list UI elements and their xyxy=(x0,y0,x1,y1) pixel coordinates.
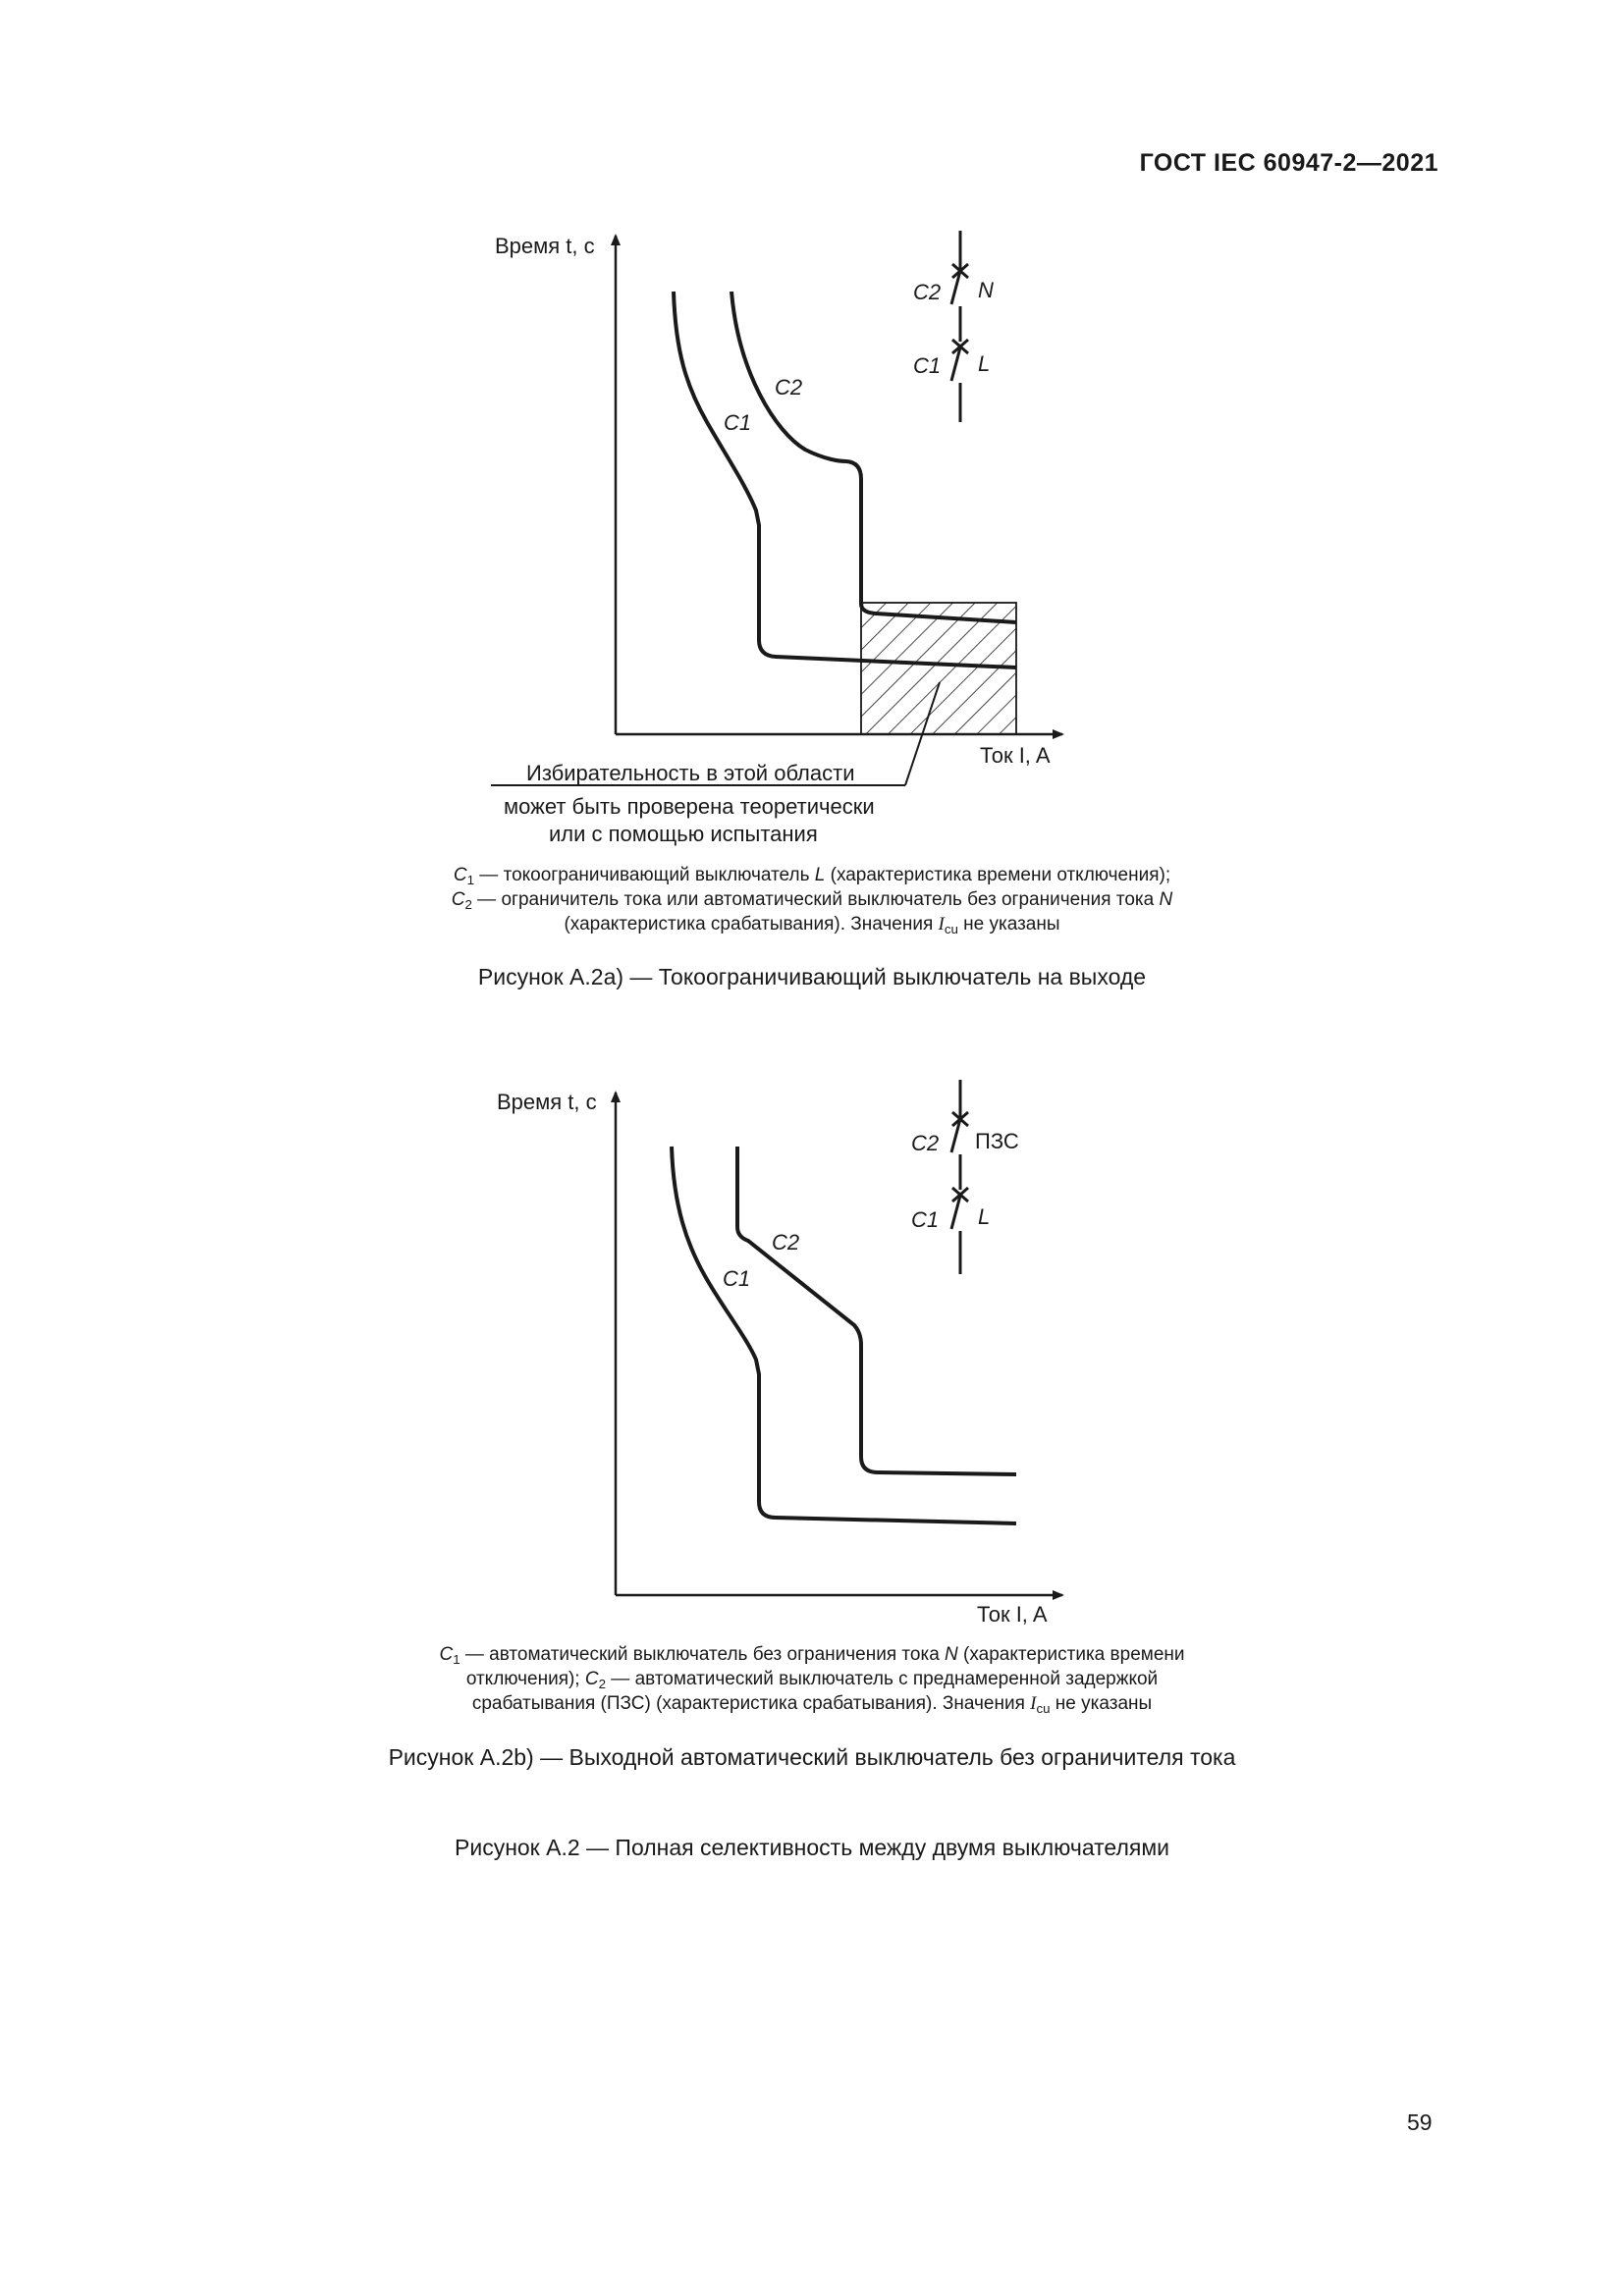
fig-b-legend xyxy=(0,1642,1624,1716)
fig-b-breaker-bottom-label: C1 xyxy=(911,1207,940,1232)
fig-b-curve-c2 xyxy=(737,1147,1016,1474)
fig-b-breaker-top-label: C2 xyxy=(911,1131,940,1155)
fig-b-caption: Рисунок А.2b) — Выходной автоматический выключатель без ограничителя тока xyxy=(388,1744,1236,1770)
fig-a-annotation-line3: или с помощью испытания xyxy=(549,822,818,846)
fig-a-legend-line2: $C_2$ — ограничитель тока или автоматический выключатель без ограничения тока N xyxy=(451,889,1173,912)
fig-a-breaker-top-label: C2 xyxy=(913,280,942,304)
fig-a-breaker-bottom-label: C1 xyxy=(913,353,942,378)
fig-a-curve-c1-label: C1 xyxy=(724,410,752,435)
fig-a-curve-c2-label: C2 xyxy=(775,375,803,400)
fig-b-curve-c2-label: C2 xyxy=(772,1230,800,1255)
fig-b-x-axis-label: Ток I, A xyxy=(977,1602,1048,1627)
fig-a-legend-line3: (характеристика срабатывания). Значения $I_{cu}$ не указаны xyxy=(564,914,1060,936)
fig-b-legend-line2: отключения); $C_2$ — автоматический выключатель с преднамеренной задержкой xyxy=(465,1669,1159,1691)
fig-b-breaker-top-tag: ПЗС xyxy=(975,1129,1019,1153)
fig-a-annotation-line2: может быть проверена теоретически xyxy=(504,794,875,819)
fig-b-curve-c1 xyxy=(672,1147,1016,1523)
fig-a-y-axis-label: Время t, с xyxy=(495,234,595,258)
fig-b-y-axis-label: Время t, с xyxy=(497,1090,597,1114)
fig-a-x-axis-label: Ток I, A xyxy=(980,743,1051,768)
fig-a-legend-line1: $C_1$ — токоограничивающий выключатель L (характеристика времени отключения); xyxy=(453,865,1171,887)
fig-b-curve-c1-label: C1 xyxy=(723,1266,751,1291)
fig-b-legend-line1: $C_1$ — автоматический выключатель без ограничения тока N (характеристика времени xyxy=(439,1644,1185,1667)
fig-b-legend-line3: срабатывания (ПЗС) (характеристика срабатывания). Значения $I_{cu}$ не указаны xyxy=(471,1693,1153,1716)
page-number: 59 xyxy=(1407,2109,1433,2135)
fig-b-breaker-symbols xyxy=(951,1080,968,1274)
main-figure-caption: Рисунок А.2 — Полная селективность между двумя выключателями xyxy=(455,1835,1169,1860)
fig-b-breaker-bottom-tag: L xyxy=(978,1204,991,1229)
document-id-header: ГОСТ IEC 60947-2—2021 xyxy=(1139,149,1438,177)
fig-a-annotation-line1: Избирательность в этой области xyxy=(526,761,855,785)
fig-a-caption: Рисунок А.2а) — Токоограничивающий выключатель на выходе xyxy=(477,964,1147,989)
fig-a-breaker-top-tag: N xyxy=(978,278,994,302)
fig-a-breaker-bottom-tag: L xyxy=(978,351,991,376)
